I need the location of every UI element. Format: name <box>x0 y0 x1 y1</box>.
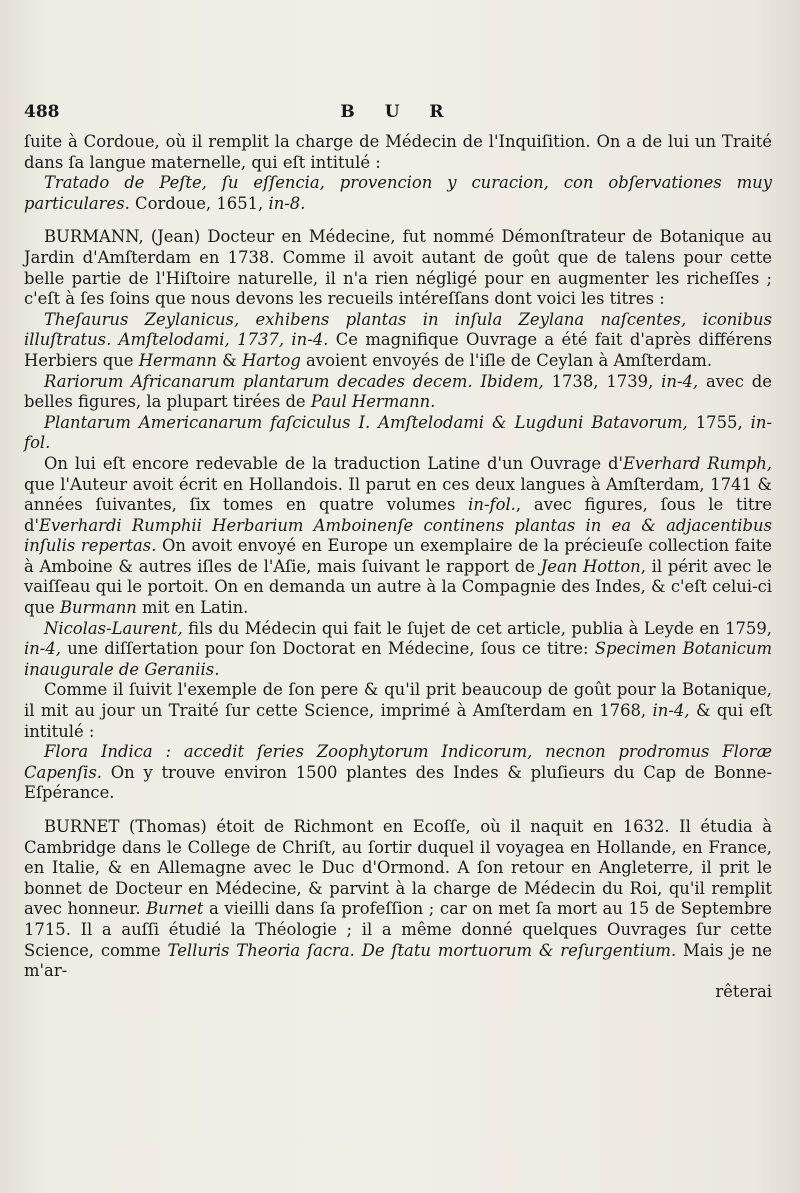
page-number: 488 <box>24 102 60 122</box>
text-span: 1738, 1739, <box>543 371 662 391</box>
italic-text: Everhardi Rumphii Herbarium Amboinenſe continens plantas in ea & adjacentibus inſulis repertas. <box>24 515 772 556</box>
text-span: Ce magnifique Ouvrage a été fait d'après différens Herbiers que <box>24 330 772 370</box>
text-span: a vieilli dans ſa profeſſion ; car on met ſa mort au 15 de Septembre 1715. Il a auſſi étudié la Théologie ; il a même donné quelques Ouvrages ſur cette Science, comme <box>24 899 772 960</box>
italic-text: Jean Hotton <box>540 556 641 576</box>
italic-text: Everhard Rumph, <box>623 453 773 473</box>
text-span: que l'Auteur avoit écrit en Hollandois. Il parut en ces deux langues à Amſterdam, 1741 & années ſuivantes, ſix tomes en quatre volumes <box>24 474 772 515</box>
text-span: On lui eſt encore redevable de la traduction Latine d'un Ouvrage d' <box>44 453 623 473</box>
paragraph <box>24 132 772 173</box>
text-span: , avec figures, ſous le titre d' <box>24 495 773 535</box>
italic-text: Specimen Botanicum inaugurale de Geraniis. <box>24 639 772 679</box>
text-span: BURNET (Thomas) étoit de Richmont en Ecoſſe, où il naquit en 1632. Il étudia à Cambridge dans le College de Chriſt, au ſortir duquel il voyagea en Hollande, en France, en Italie, & en Allemagne avec le Duc d'Ormond. A ſon retour en Angleterre, il prit le bonnet de Docteur en Médecine, & parvint à la charge de Médecin du Roi, qu'il remplit avec honneur. <box>24 817 772 919</box>
text-span: , il périt avec le vaiſſeau qui le portoit. On en demanda un autre à la Compagnie des Indes, & c'eſt celui-ci que <box>24 556 772 618</box>
italic-text: Hermann <box>138 350 217 370</box>
text-span: Mais je ne m'ar- <box>24 940 772 981</box>
paragraph <box>24 742 772 804</box>
italic-text: Flora Indica : accedit ſeries Zoophytorum Indicorum, necnon prodromus Floræ Capenſis. <box>24 742 772 782</box>
body-text <box>24 132 772 1002</box>
text-span: 1755, <box>687 412 751 432</box>
paragraph <box>24 173 772 214</box>
italic-text: Burmann <box>59 598 137 618</box>
text-span: une diſſertation pour ſon Doctorat en Médecine, ſous ce titre: <box>60 639 595 659</box>
paragraph <box>24 372 772 413</box>
italic-text: in-fol. <box>24 412 773 453</box>
text-span: ſuite à Cordoue, où il remplit la charge de Médecin de l'Inquiſition. On a de lui un Traité dans ſa langue maternelle, qui eſt intitulé : <box>24 132 772 172</box>
italic-text: Plantarum Americanarum faſciculus I. Amſtelodami & Lugduni Batavorum, <box>44 412 688 432</box>
italic-text: in-4. <box>291 330 329 350</box>
italic-text: in-4, <box>24 639 61 659</box>
italic-text: Tratado de Peſte, ſu eſſencia, provencion y curacion, con obſervationes muy particulares. <box>24 173 772 213</box>
text-span: rêterai <box>715 981 772 1001</box>
text-span: & <box>216 350 242 370</box>
paragraph <box>24 413 772 454</box>
text-span: Comme il ſuivit l'exemple de ſon pere & qu'il prit beaucoup de goût pour la Botanique, il mit au jour un Traité ſur cette Science, imprimé à Amſterdam en 1768, <box>24 680 772 721</box>
paragraph <box>24 619 772 681</box>
italic-text: Nicolas-Laurent, <box>44 618 183 638</box>
italic-text: Rariorum Africanarum plantarum decades decem. Ibidem, <box>44 371 544 391</box>
page-header <box>24 102 772 132</box>
running-head: B U R <box>340 102 456 122</box>
paragraph <box>24 227 772 309</box>
text-span: mit en Latin. <box>136 598 249 618</box>
italic-text: Burnet <box>146 899 204 919</box>
italic-text: in-fol. <box>468 495 516 515</box>
text-span: On avoit envoyé en Europe un exemplaire de la précieuſe collection faite à Amboine & autres iſles de l'Aſie, mais ſuivant le rapport de <box>24 536 772 576</box>
paragraph <box>24 982 772 1003</box>
text-span: fils du Médecin qui fait le ſujet de cet article, publia à Leyde en 1759, <box>182 618 772 638</box>
text-span: avec de belles figures, la plupart tirées de <box>24 371 772 412</box>
italic-text: in-4, <box>652 701 690 721</box>
italic-text: Theſaurus Zeylanicus, exhibens plantas in inſula Zeylana naſcentes, iconibus illuſtratus. Amſtelodami, 1737, <box>24 309 772 350</box>
italic-text: Hartog <box>241 350 301 370</box>
paragraph <box>24 454 772 619</box>
text-span: BURMANN, (Jean) Docteur en Médecine, fut nommé Démonſtrateur de Botanique au Jardin d'Amſterdam en 1738. Comme il avoit autant de goût que de talens pour cette belle partie de l'Hiſtoire naturelle, il n'a rien négligé pour en augmenter les richeſſes ; c'eſt à ſes ſoins que nous devons les recueils intéreſſans dont voici les titres : <box>24 227 772 309</box>
text-span: On y trouve environ 1500 plantes des Indes & pluſieurs du Cap de Bonne-Eſpérance. <box>24 762 772 803</box>
text-span: Cordoue, 1651, <box>129 193 269 213</box>
italic-text: in-4, <box>661 371 699 391</box>
text-span: & qui eſt intitulé : <box>24 701 772 741</box>
text-span: avoient envoyés de l'iſle de Ceylan à Amſterdam. <box>300 350 713 370</box>
italic-text: Paul Hermann. <box>310 392 436 412</box>
italic-text: Telluris Theoria ſacra. De ſtatu mortuorum & reſurgentium. <box>167 940 677 960</box>
paragraph <box>24 310 772 372</box>
italic-text: in-8. <box>268 193 306 213</box>
paragraph <box>24 817 772 982</box>
paragraph <box>24 680 772 742</box>
